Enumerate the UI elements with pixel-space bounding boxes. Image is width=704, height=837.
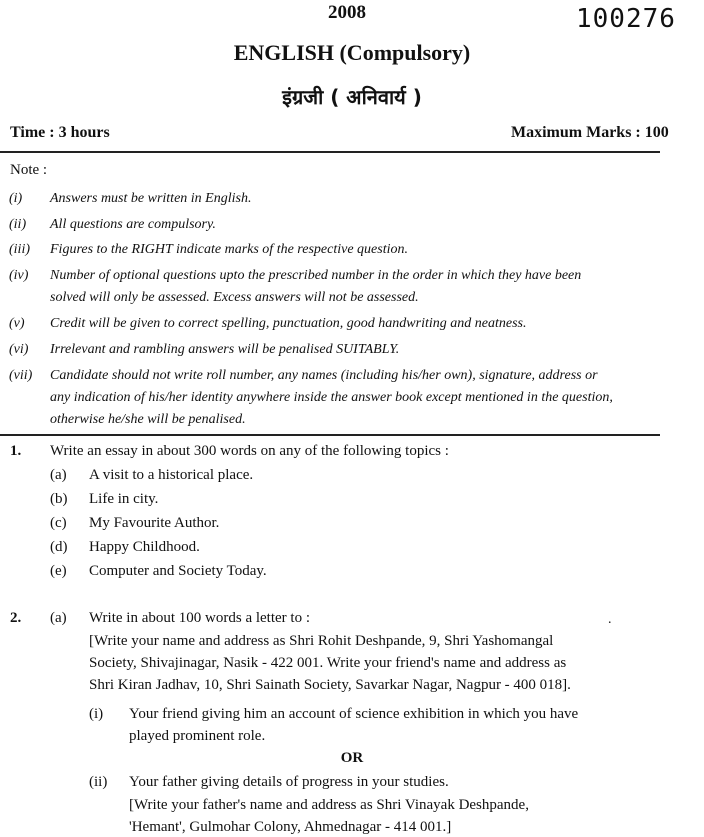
- question-part-label: (a): [50, 610, 67, 626]
- note-divider: [0, 434, 660, 436]
- note-number: (iii): [9, 242, 30, 257]
- note-number: (ii): [9, 217, 27, 232]
- paper-code: 100276: [576, 4, 676, 34]
- header-divider: [0, 151, 660, 153]
- sub-question-text: Your friend giving him an account of science exhibition in which you have: [129, 706, 579, 722]
- note-number: (i): [9, 191, 23, 206]
- sub-question-text: Your father giving details of progress in your studies.: [129, 774, 449, 790]
- paper-title: ENGLISH (Compulsory): [233, 40, 471, 65]
- option-label: (b): [50, 491, 68, 507]
- question-number: 1.: [10, 443, 22, 459]
- option-text: A visit to a historical place.: [89, 467, 254, 483]
- note-text: Answers must be written in English.: [50, 191, 252, 206]
- question-prompt: Write an essay in about 300 words on any of the following topics :: [50, 443, 449, 459]
- maximum-marks: Maximum Marks : 100: [511, 124, 669, 141]
- note-number: (vii): [9, 368, 33, 383]
- note-text: Candidate should not write roll number, any names (including his/her own), signature, address or: [50, 368, 598, 383]
- note-text: any indication of his/her identity anywhere inside the answer book except mentioned in the question,: [50, 390, 613, 405]
- option-label: (d): [50, 539, 68, 555]
- instruction-line: [Write your name and address as Shri Rohit Deshpande, 9, Shri Yashomangal: [89, 633, 554, 649]
- note-text: All questions are compulsory.: [50, 217, 216, 232]
- note-number: (v): [9, 316, 25, 331]
- exam-year: 2008: [328, 2, 366, 23]
- instruction-line: Shri Kiran Jadhav, 10, Shri Sainath Society, Savarkar Nagar, Nagpur - 400 018].: [89, 677, 571, 693]
- option-label: (a): [50, 467, 67, 483]
- sub-question-text: played prominent role.: [129, 728, 266, 744]
- question-prompt: Write in about 100 words a letter to :: [89, 610, 311, 626]
- or-separator: OR: [340, 750, 364, 766]
- question-number: 2.: [10, 610, 22, 626]
- note-text: Number of optional questions upto the prescribed number in the order in which they have been: [50, 268, 582, 283]
- instruction-line: Society, Shivajinagar, Nasik - 422 001. Write your friend's name and address as: [89, 655, 567, 671]
- option-text: Computer and Society Today.: [89, 563, 267, 579]
- option-text: Life in city.: [89, 491, 159, 507]
- option-label: (e): [50, 563, 67, 579]
- sub-question-label: (ii): [89, 774, 108, 790]
- option-label: (c): [50, 515, 67, 531]
- note-text: Irrelevant and rambling answers will be penalised SUITABLY.: [50, 342, 400, 357]
- option-text: My Favourite Author.: [89, 515, 220, 531]
- paper-title-hindi: इंग्रजी ( अनिवार्य ): [282, 85, 422, 109]
- note-number: (vi): [9, 342, 29, 357]
- note-number: (iv): [9, 268, 29, 283]
- note-text: Figures to the RIGHT indicate marks of the respective question.: [50, 242, 408, 257]
- note-text: Credit will be given to correct spelling, punctuation, good handwriting and neatness.: [50, 316, 527, 331]
- note-heading: Note :: [10, 162, 48, 178]
- sub-question-label: (i): [89, 706, 104, 722]
- note-text: solved will only be assessed. Excess answers will not be assessed.: [50, 290, 419, 305]
- option-text: Happy Childhood.: [89, 539, 200, 555]
- instruction-line: [Write your father's name and address as Shri Vinayak Deshpande,: [129, 797, 529, 813]
- stray-mark: .: [608, 612, 612, 627]
- time-allowed: Time : 3 hours: [10, 124, 110, 141]
- instruction-line: 'Hemant', Gulmohar Colony, Ahmednagar - 414 001.]: [129, 819, 452, 835]
- note-text: otherwise he/she will be penalised.: [50, 412, 246, 427]
